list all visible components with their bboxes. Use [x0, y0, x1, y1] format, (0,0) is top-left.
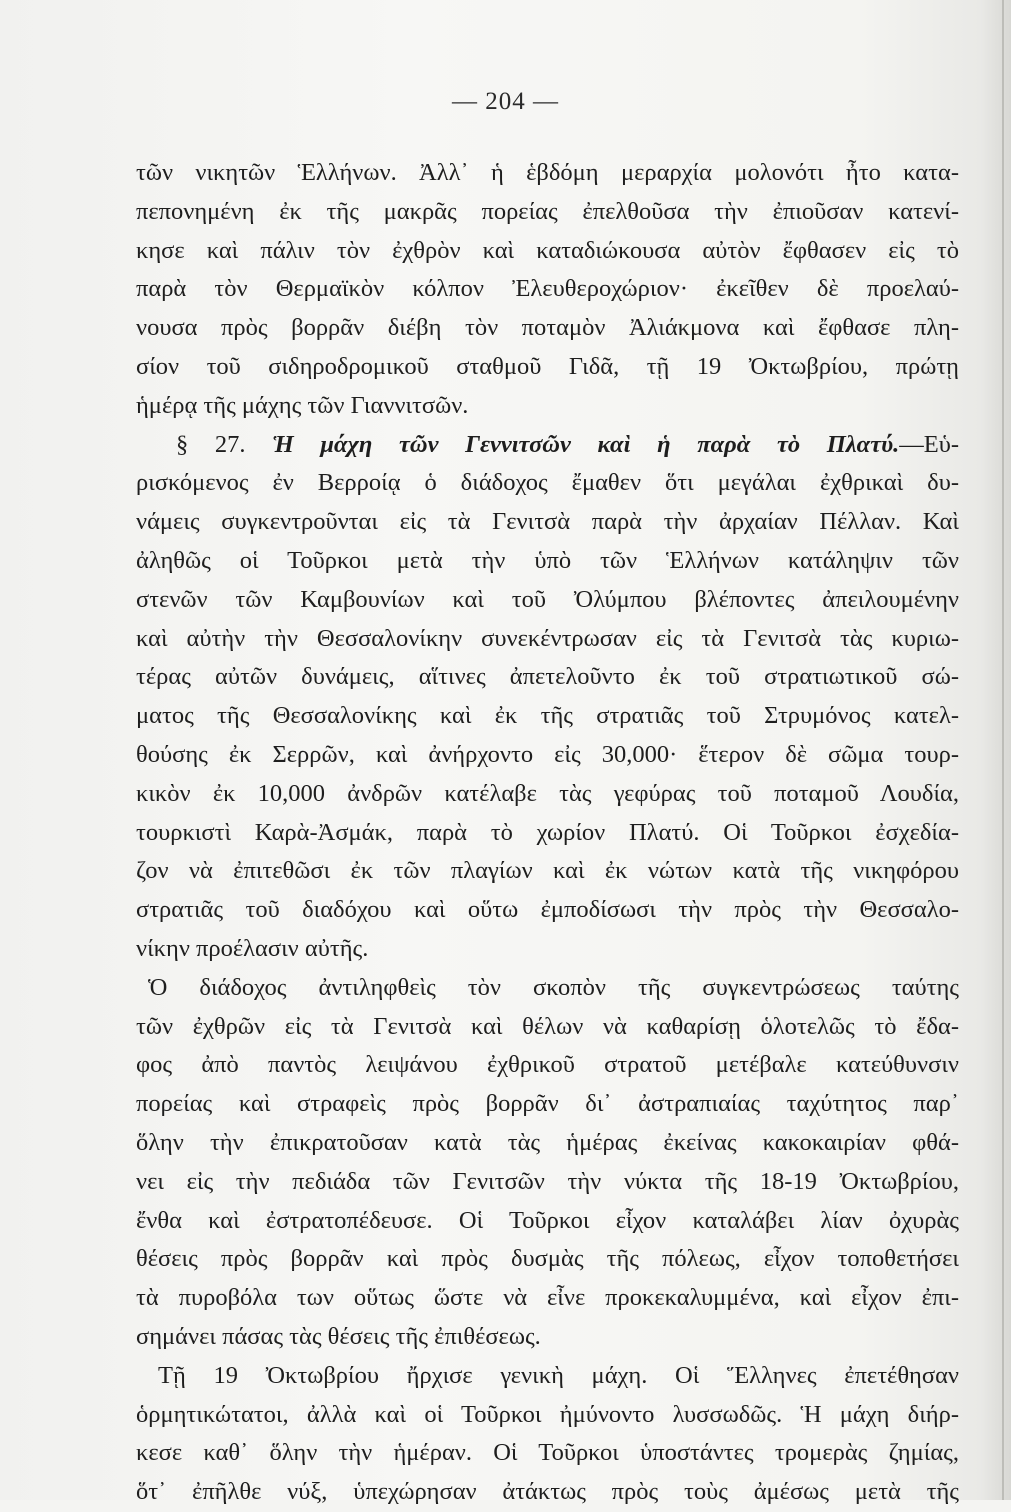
- text-line: στενῶν τῶν Καμβουνίων καὶ τοῦ Ὀλύμπου βλέποντες ἀπειλουμένην: [136, 585, 959, 613]
- text-line: ὅλην τὴν ἐπικρατοῦσαν κατὰ τὰς ἡμέρας ἐκείνας κακοκαιρίαν φθά-: [136, 1128, 959, 1156]
- text-line: ὅτ᾽ ἐπῆλθε νύξ, ὑπεχώρησαν ἀτάκτως πρὸς τοὺς ἀμέσως μετὰ τῆς: [136, 1478, 959, 1506]
- text-line: ἡμέρᾳ τῆς μάχης τῶν Γιαννιτσῶν.: [136, 391, 469, 419]
- text-line: παρὰ τὸν Θερμαϊκὸν κόλπον Ἐλευθεροχώριον· ἐκεῖθεν δὲ προελαύ-: [136, 275, 959, 303]
- paragraph-first-line: Ὁ διάδοχος ἀντιληφθεὶς τὸν σκοπὸν τῆς συγκεντρώσεως ταύτης: [148, 973, 959, 1001]
- text-line: ματος τῆς Θεσσαλονίκης καὶ ἐκ τῆς στρατιᾶς τοῦ Στρυμόνος κατελ-: [136, 702, 959, 730]
- text-line: σημάνει πάσας τὰς θέσεις τῆς ἐπιθέσεως.: [136, 1322, 541, 1350]
- text-line: νάμεις συγκεντροῦνται εἰς τὰ Γενιτσὰ παρὰ τὴν ἀρχαίαν Πέλλαν. Καὶ: [136, 508, 959, 536]
- text-line: στρατιᾶς τοῦ διαδόχου καὶ οὕτω ἐμποδίσωσι τὴν πρὸς τὴν Θεσσαλο-: [136, 896, 959, 924]
- page-binding-edge: [1002, 0, 1004, 1500]
- text-line: κεσε καθ᾽ ὅλην τὴν ἡμέραν. Οἱ Τοῦρκοι ὑποστάντες τρομερὰς ζημίας,: [136, 1439, 959, 1467]
- text-line: νουσα πρὸς βορρᾶν διέβη τὸν ποταμὸν Ἀλιάκμονα καὶ ἔφθασε πλη-: [136, 314, 959, 342]
- text-line: καὶ αὐτὴν τὴν Θεσσαλονίκην συνεκέντρωσαν εἰς τὰ Γενιτσὰ τὰς κυριω-: [136, 624, 959, 652]
- text-line: τὰ πυροβόλα των οὕτως ὥστε νὰ εἶνε προκεκαλυμμένα, καὶ εἶχον ἐπι-: [136, 1284, 959, 1312]
- text-line: τουρκιστὶ Καρὰ-Ἀσμάκ, παρὰ τὸ χωρίον Πλατύ. Οἱ Τοῦρκοι ἐσχεδία-: [136, 818, 959, 846]
- text-line: τῶν νικητῶν Ἑλλήνων. Ἀλλ᾽ ἡ ἑβδόμη μεραρχία μολονότι ἦτο κατα-: [136, 159, 959, 186]
- section-heading-line: [136, 426, 959, 465]
- text-line: κικὸν ἐκ 10,000 ἀνδρῶν κατέλαβε τὰς γεφύρας τοῦ ποταμοῦ Λουδία,: [136, 779, 959, 807]
- text-line: τῶν ἐχθρῶν εἰς τὰ Γενιτσὰ καὶ θέλων νὰ καθαρίσῃ ὁλοτελῶς τὸ ἔδα-: [136, 1012, 959, 1040]
- text-line: πεπονημένη ἐκ τῆς μακρᾶς πορείας ἐπελθοῦσα τὴν ἐπιοῦσαν κατενί-: [136, 197, 959, 225]
- section-number: § 27.: [176, 430, 246, 458]
- text-line: σίον τοῦ σιδηροδρομικοῦ σταθμοῦ Γιδᾶ, τῇ 19 Ὀκτωβρίου, πρώτῃ: [136, 352, 959, 380]
- section-title: Ἡ μάχη τῶν Γεννιτσῶν καὶ ἡ παρὰ τὸ Πλατύ.: [272, 430, 900, 458]
- text-line: θούσης ἐκ Σερρῶν, καὶ ἀνήρχοντο εἰς 30,000· ἕτερον δὲ σῶμα τουρ-: [136, 740, 959, 768]
- text-line: ρισκόμενος ἐν Βερροίᾳ ὁ διάδοχος ἔμαθεν ὅτι μεγάλαι ἐχθρικαὶ δυ-: [136, 469, 959, 497]
- body-text: [136, 154, 959, 1512]
- text-line: νίκην προέλασιν αὐτῆς.: [136, 934, 369, 962]
- text-line: ἔνθα καὶ ἐστρατοπέδευσε. Οἱ Τοῦρκοι εἶχον καταλάβει λίαν ὀχυρὰς: [136, 1206, 959, 1234]
- text-line: πορείας καὶ στραφεὶς πρὸς βορρᾶν δι᾽ ἀστραπιαίας ταχύτητος παρ᾽: [136, 1090, 959, 1118]
- text-line: ζον νὰ ἐπιτεθῶσι ἐκ τῶν πλαγίων καὶ ἐκ νώτων κατὰ τῆς νικηφόρου: [136, 857, 959, 885]
- text-line: ὁρμητικώτατοι, ἀλλὰ καὶ οἱ Τοῦρκοι ἠμύνοντο λυσσωδῶς. Ἡ μάχη διήρ-: [136, 1400, 959, 1428]
- text-line: κησε καὶ πάλιν τὸν ἐχθρὸν καὶ καταδιώκουσα αὐτὸν ἔφθασεν εἰς τὸ: [136, 236, 959, 264]
- page-number: — 204 —: [452, 88, 559, 115]
- section-title-continuation: —Εὑ-: [899, 430, 959, 458]
- text-line: φος ἀπὸ παντὸς λειψάνου ἐχθρικοῦ στρατοῦ μετέβαλε κατεύθυνσιν: [136, 1051, 959, 1079]
- text-line: θέσεις πρὸς βορρᾶν καὶ πρὸς δυσμὰς τῆς πόλεως, εἶχον τοποθετήσει: [136, 1245, 959, 1273]
- text-line: τέρας αὐτῶν δυνάμεις, αἵτινες ἀπετελοῦντο ἐκ τοῦ στρατιωτικοῦ σώ-: [136, 663, 959, 691]
- text-line: ἀληθῶς οἱ Τοῦρκοι μετὰ τὴν ὑπὸ τῶν Ἑλλήνων κατάληψιν τῶν: [136, 546, 959, 574]
- text-line: νει εἰς τὴν πεδιάδα τῶν Γενιτσῶν τὴν νύκτα τῆς 18-19 Ὀκτωβρίου,: [136, 1167, 959, 1195]
- paragraph-first-line: Τῇ 19 Ὀκτωβρίου ἤρχισε γενικὴ μάχη. Οἱ Ἕλληνες ἐπετέθησαν: [158, 1361, 959, 1389]
